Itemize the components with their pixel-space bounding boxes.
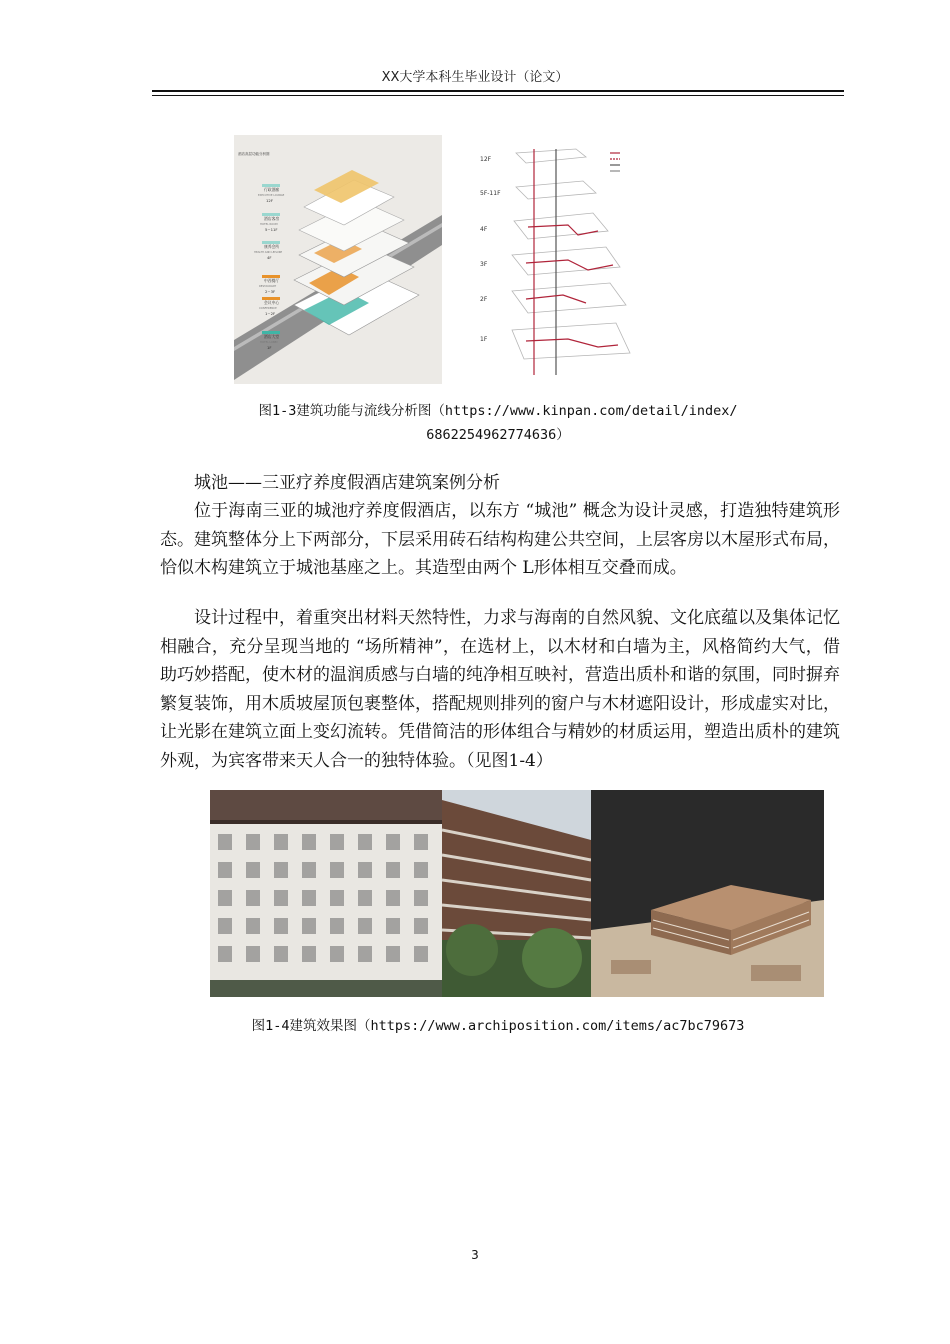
figure-1-4-caption: 图1-4建筑效果图（https://www.archiposition.com/items/ac7bc79673 bbox=[251, 1018, 745, 1034]
svg-text:12F: 12F bbox=[266, 198, 274, 203]
svg-text:5~11F: 5~11F bbox=[265, 227, 278, 232]
figure-1-4-photo-facade bbox=[210, 790, 442, 997]
svg-text:CONFERENCE: CONFERENCE bbox=[259, 307, 277, 310]
svg-text:中西餐厅: 中西餐厅 bbox=[264, 278, 280, 283]
svg-text:1~2F: 1~2F bbox=[265, 311, 276, 316]
svg-text:1F: 1F bbox=[267, 345, 272, 350]
svg-text:RESTAURANT: RESTAURANT bbox=[259, 285, 277, 288]
figure-1-4-photo-perspective bbox=[442, 790, 591, 997]
svg-text:酒店大堂: 酒店大堂 bbox=[264, 334, 280, 339]
figure-1-3-caption-line2: 6862254962774636） bbox=[426, 427, 570, 443]
left-panel-title: 酒店高层功能分析图 bbox=[238, 152, 270, 156]
svg-text:行政酒廊: 行政酒廊 bbox=[264, 187, 280, 192]
svg-text:3F: 3F bbox=[480, 261, 488, 268]
svg-text:会议中心: 会议中心 bbox=[264, 300, 280, 305]
svg-text:2~3F: 2~3F bbox=[265, 289, 276, 294]
header-rule-thin bbox=[152, 95, 844, 96]
svg-text:HEALTH AND LEISURE: HEALTH AND LEISURE bbox=[254, 251, 283, 254]
svg-text:4F: 4F bbox=[267, 255, 272, 260]
page-number: 3 bbox=[471, 1248, 479, 1262]
section-heading: 城池——三亚疗养度假酒店建筑案例分析 bbox=[194, 473, 500, 493]
svg-text:EXECUTIVE LOUNGE: EXECUTIVE LOUNGE bbox=[258, 194, 285, 197]
page-header-title: XX大学本科生毕业设计（论文） bbox=[381, 70, 569, 85]
figure-1-4-photo-model bbox=[591, 790, 824, 997]
paragraph-2: 设计过程中，着重突出材料天然特性，力求与海南的自然风貌、文化底蕴以及集体记忆相融合，充分呈现当地的 “场所精神”，在选材上，以木材和白墙为主，风格简约大气，借助巧妙搭配，使木材的温润质感与白墙的纯净相互映衬，营造出质朴和谐的氛围，同时摒弃繁复装饰，用木质坡屋顶包裹整体，搭配规则排列的窗户与木材遮阳设计，形成虚实对比，让光影在建筑立面上变幻流转。凭借简洁的形体组合与精妙的材质运用，塑造出质朴的建筑外观，为宾客带来天人合一的独特体验。（见图1-4） bbox=[160, 608, 840, 771]
paragraph-1: 位于海南三亚的城池疗养度假酒店，以东方 “城池” 概念为设计灵感，打造独特建筑形态。建筑整体分上下两部分，下层采用砖石结构构建公共空间，上层客房以木屋形式布局，恰似木构建筑立于城池基座之上。其造型由两个 L形体相互交叠而成。 bbox=[160, 501, 840, 578]
exploded-axonometric-image bbox=[234, 135, 442, 384]
header-rule-thick bbox=[152, 90, 844, 92]
figure-1-3-function-diagram bbox=[234, 135, 442, 384]
circulation-flow-image bbox=[468, 135, 640, 384]
svg-text:康养会所: 康养会所 bbox=[264, 244, 280, 249]
figure-1-3-flow-diagram bbox=[468, 135, 640, 384]
svg-text:HOTEL LOBBY: HOTEL LOBBY bbox=[260, 341, 278, 344]
svg-text:12F: 12F bbox=[480, 156, 492, 163]
svg-text:酒店客房: 酒店客房 bbox=[264, 216, 280, 221]
svg-text:5F-11F: 5F-11F bbox=[480, 190, 501, 197]
svg-text:1F: 1F bbox=[480, 336, 488, 343]
figure-1-3-caption-line1: 图1-3建筑功能与流线分析图（https://www.kinpan.com/detail/index/ bbox=[258, 403, 738, 419]
svg-text:HOTEL ROOM: HOTEL ROOM bbox=[260, 223, 278, 226]
svg-text:4F: 4F bbox=[480, 226, 488, 233]
svg-text:2F: 2F bbox=[480, 296, 488, 303]
